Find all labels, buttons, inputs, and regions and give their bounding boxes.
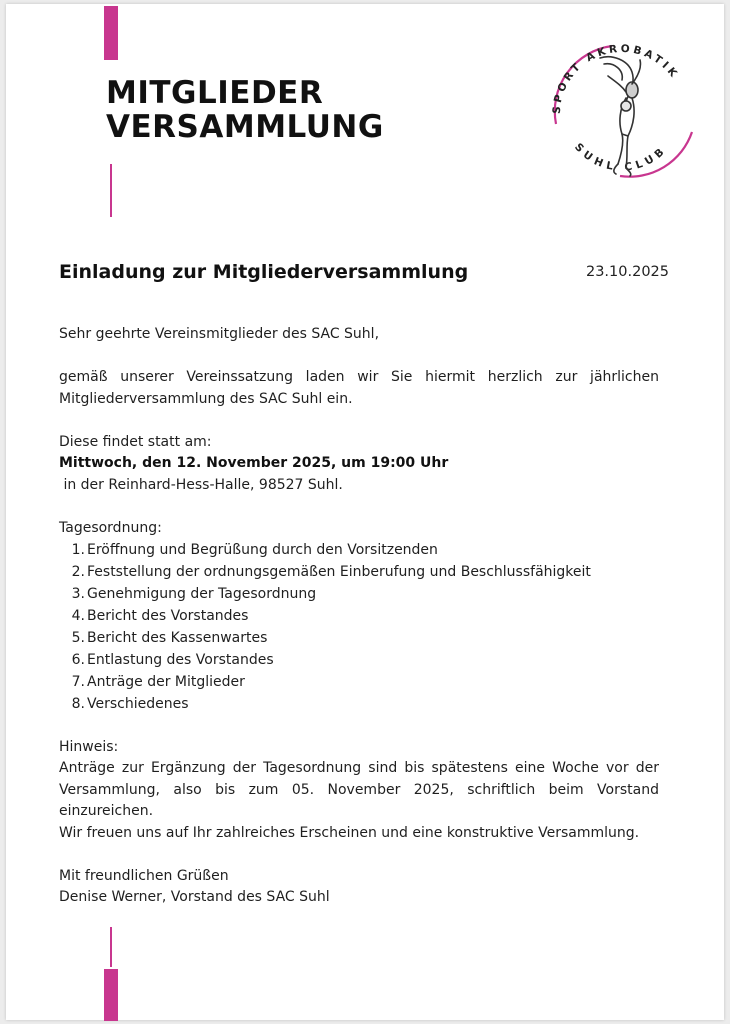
agenda-number: 6. — [71, 652, 85, 668]
when-label: Diese findet statt am: — [59, 433, 212, 450]
page-title-line2: VERSAMMLUNG — [106, 109, 384, 145]
agenda-number: 2. — [71, 564, 85, 580]
letter-subject: Einladung zur Mitgliederversammlung — [59, 261, 469, 283]
intro-paragraph: gemäß unserer Vereinssatzung laden wir Sie hiermit herzlich zur jährlichen Mitgliederversammlung des SAC Suhl ein. — [59, 369, 659, 407]
logo-arc-text-bottom: SUHL CLUB — [572, 141, 670, 174]
regards: Mit freundlichen Grüßen — [59, 867, 229, 884]
page-title — [106, 76, 384, 144]
logo-arc-text-top: SPORT AKROBATIK — [550, 42, 682, 115]
letter-date: 23.10.2025 — [585, 264, 669, 280]
meeting-location: in der Reinhard-Hess-Halle, 98527 Suhl. — [59, 476, 343, 493]
salutation: Sehr geehrte Vereinsmitglieder des SAC Suhl, — [59, 326, 380, 342]
agenda-number: 1. — [71, 542, 85, 558]
list-item — [59, 583, 659, 605]
list-item — [59, 561, 659, 583]
closing-sentence: Wir freuen uns auf Ihr zahlreiches Erscheinen und eine konstruktive Versammlung. — [59, 824, 640, 841]
agenda-label: Tagesordnung: — [59, 519, 162, 536]
agenda-text: Feststellung der ordnungsgemäßen Einberufung und Beschlussfähigkeit — [87, 564, 591, 580]
meeting-datetime: Mittwoch, den 12. November 2025, um 19:00 Uhr — [59, 455, 449, 471]
note-label: Hinweis: — [59, 738, 119, 755]
list-item — [59, 539, 659, 561]
list-item — [59, 605, 659, 627]
agenda-text: Genehmigung der Tagesordnung — [87, 586, 317, 602]
agenda-text: Bericht des Vorstandes — [87, 608, 249, 624]
signature: Denise Werner, Vorstand des SAC Suhl — [59, 889, 330, 905]
agenda-number: 8. — [71, 696, 85, 712]
agenda-list — [59, 539, 659, 715]
page-title-line1: MITGLIEDER — [106, 75, 324, 111]
bottom-accent-line — [110, 927, 112, 967]
list-item — [59, 693, 659, 715]
agenda-number: 7. — [71, 674, 85, 690]
agenda-number: 4. — [71, 608, 85, 624]
agenda-text: Eröffnung und Begrüßung durch den Vorsitzenden — [87, 542, 438, 558]
top-accent-line — [110, 164, 112, 217]
agenda-text: Verschiedenes — [87, 696, 189, 712]
gymnast-figure-icon — [600, 57, 641, 176]
agenda-text: Anträge der Mitglieder — [87, 674, 245, 690]
agenda-number: 3. — [71, 586, 85, 602]
list-item — [59, 649, 659, 671]
note-paragraph: Anträge zur Ergänzung der Tagesordnung sind bis spätestens eine Woche vor der Versammlung, also bis zum 05. November 2025, schriftlich beim Vorstand einzureichen. — [59, 760, 659, 819]
club-logo — [542, 36, 702, 186]
letter-body — [59, 324, 659, 909]
list-item — [59, 671, 659, 693]
agenda-text: Bericht des Kassenwartes — [87, 630, 268, 646]
bottom-accent-bar — [104, 969, 118, 1021]
top-accent-bar — [104, 6, 118, 60]
agenda-text: Entlastung des Vorstandes — [87, 652, 274, 668]
agenda-number: 5. — [71, 630, 85, 646]
list-item — [59, 627, 659, 649]
document-page — [6, 4, 724, 1020]
